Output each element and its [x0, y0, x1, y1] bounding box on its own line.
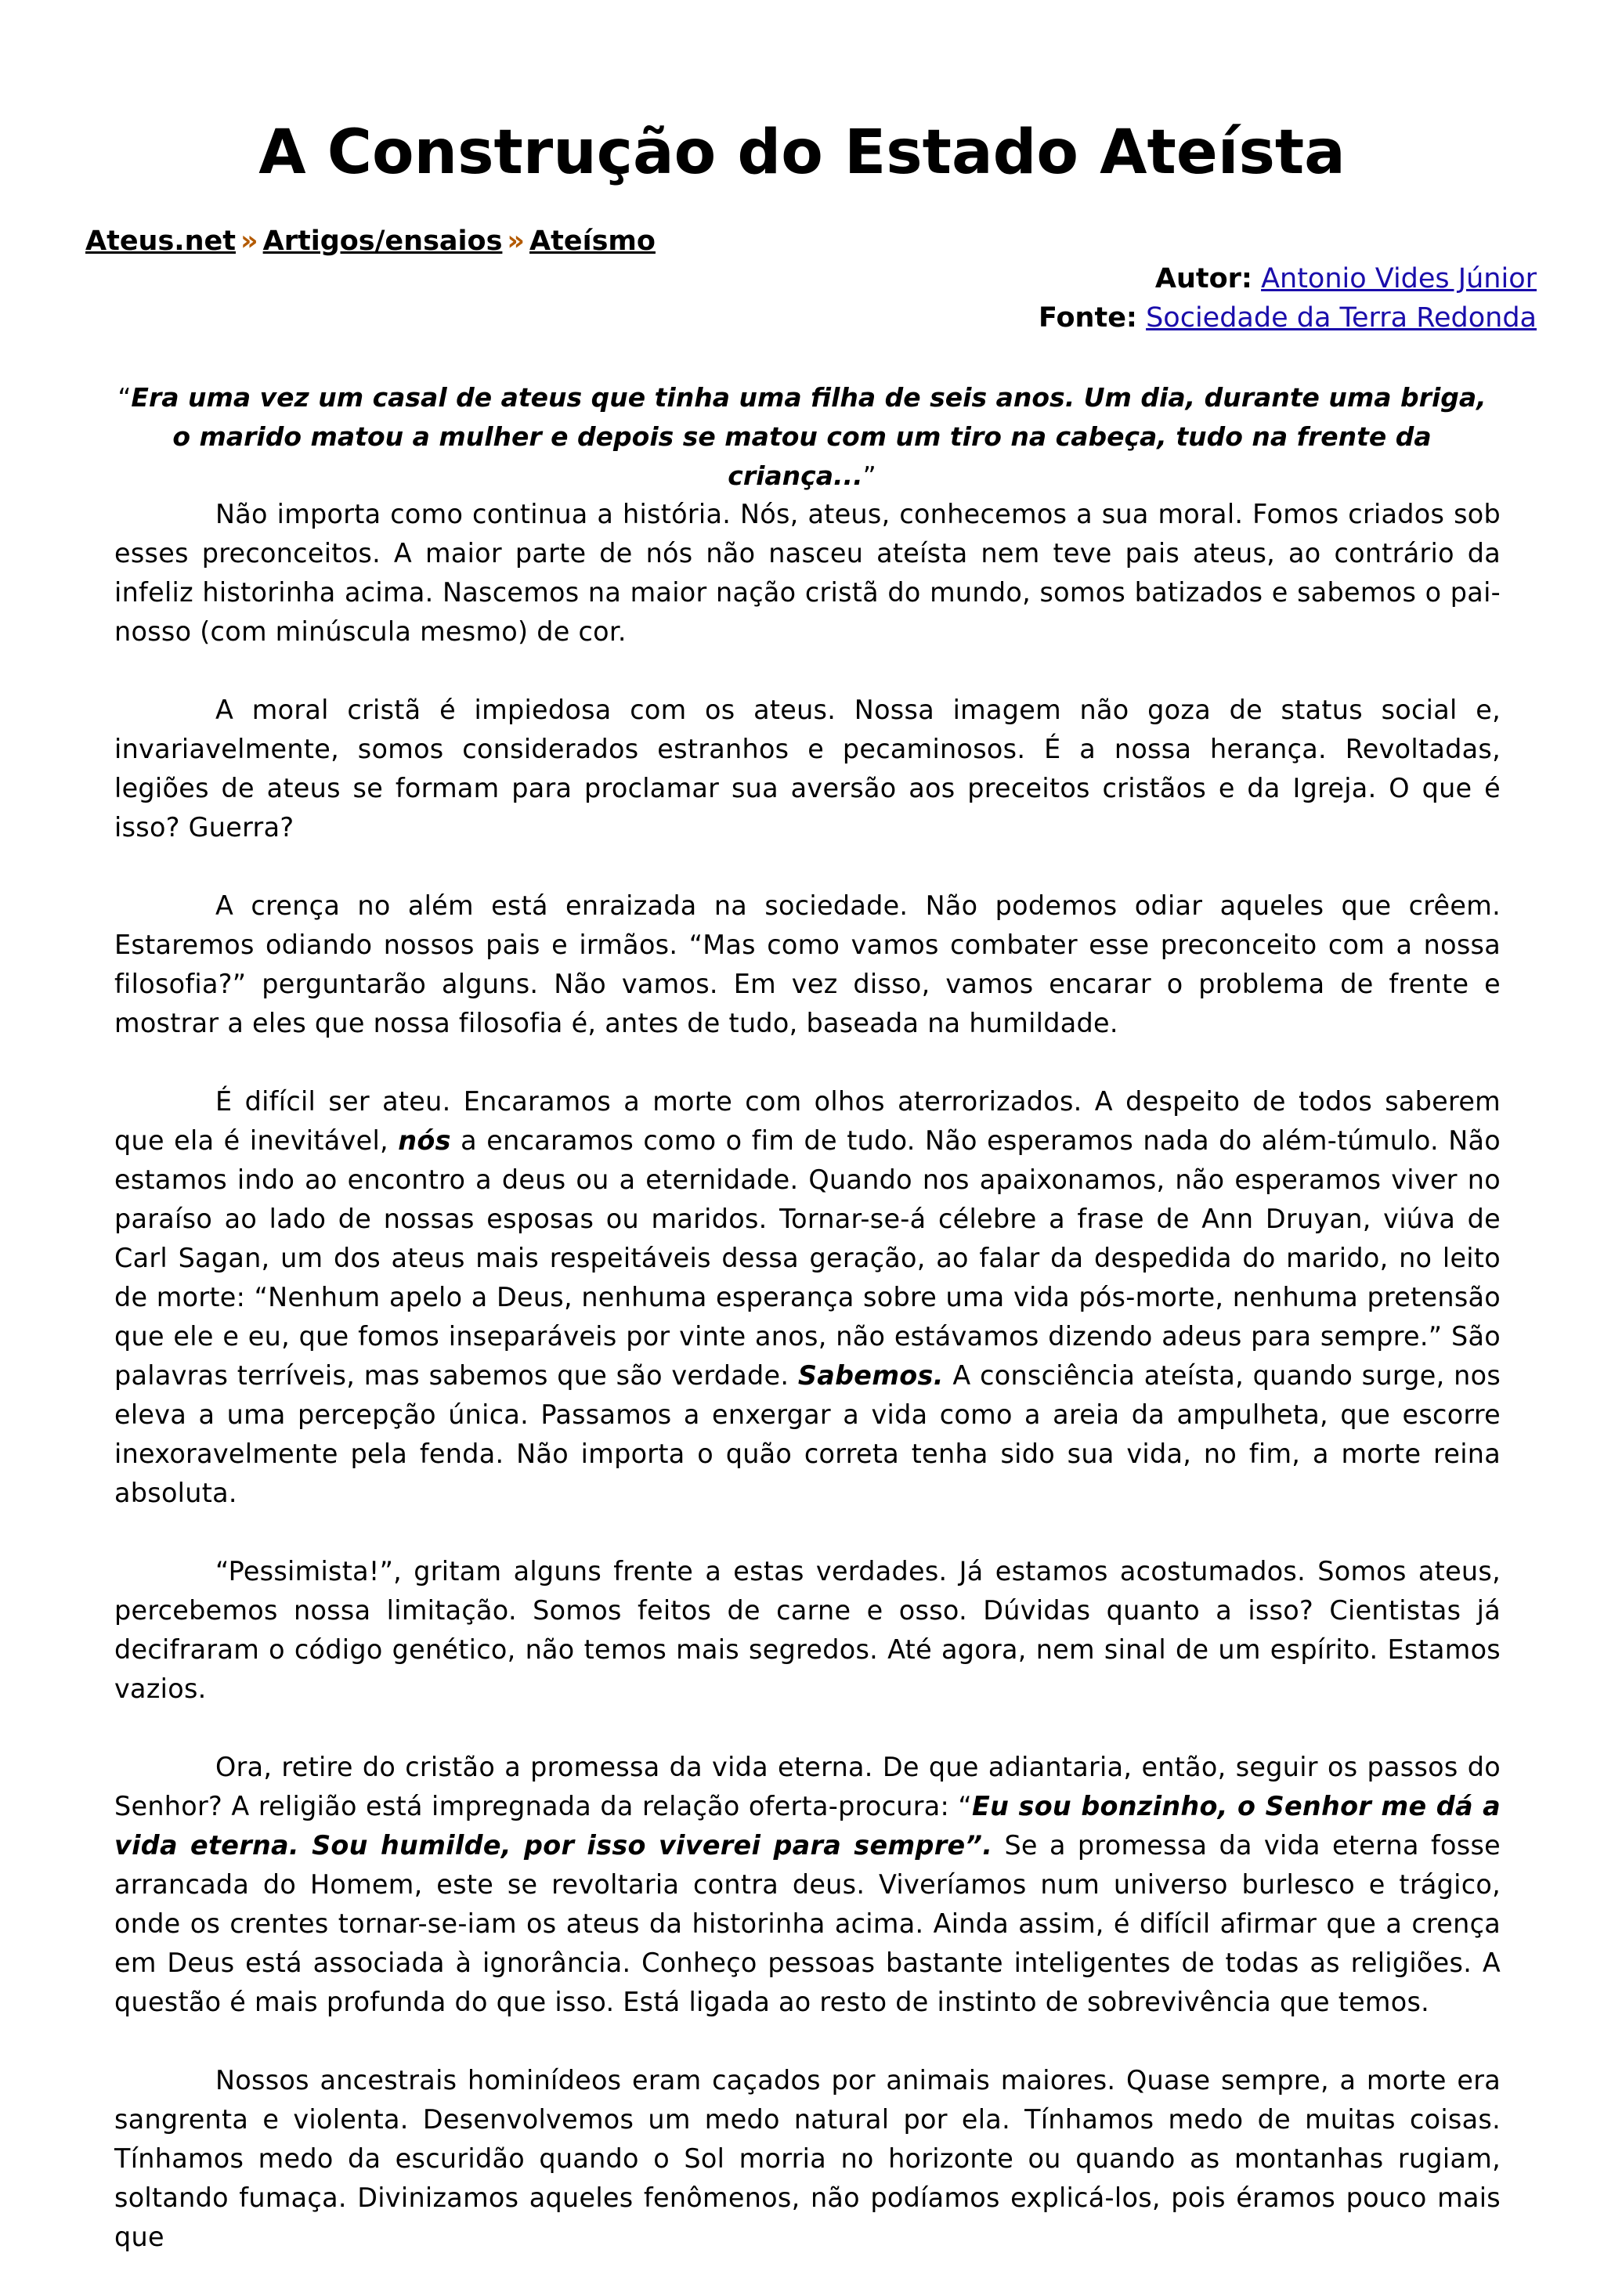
article-meta — [1039, 259, 1537, 338]
breadcrumb-link-ateismo[interactable]: Ateísmo — [529, 226, 656, 257]
article-body — [114, 495, 1501, 2296]
quote-open-mark: “ — [117, 382, 132, 413]
quote-close-mark: ” — [862, 460, 876, 491]
source-link[interactable]: Sociedade da Terra Redonda — [1146, 302, 1537, 334]
breadcrumb-separator: » — [507, 226, 526, 257]
opening-quote — [114, 378, 1490, 496]
source-label: Fonte: — [1039, 302, 1137, 334]
paragraph-4-part-a: É difícil ser ateu. Encaramos a morte com olhos aterrorizados. A despeito de todos saberem que ela é inevitável, — [114, 1086, 1501, 1156]
paragraph-2: A moral cristã é impiedosa com os ateus. Nossa imagem não goza de status social e, invariavelmente, somos considerados estranhos e pecaminosos. É a nossa herança. Revoltadas, legiões de ateus se formam para proclamar sua aversão aos preceitos cristãos e da Igreja. O que é isso? Guerra? — [114, 695, 1501, 843]
paragraph-3: A crença no além está enraizada na sociedade. Não podemos odiar aqueles que crêem. Estaremos odiando nossos pais e irmãos. “Mas como vamos combater esse preconceito com a nossa filosofia?” perguntarão alguns. Não vamos. Em vez disso, vamos encarar o problema de frente e mostrar a eles que nossa filosofia é, antes de tudo, baseada na humildade. — [114, 890, 1501, 1038]
breadcrumb-link-ateus-net[interactable]: Ateus.net — [85, 226, 236, 257]
paragraph-4-part-e: A consciência ateísta, quando surge, nos eleva a uma percepção única. Passamos a enxergar a vida como a areia da ampulheta, que escorre inexoravelmente pela fenda. Não importa o quão correta tenha sido sua vida, no fim, a morte reina absoluta. — [114, 1360, 1501, 1508]
paragraph-5: “Pessimista!”, gritam alguns frente a estas verdades. Já estamos acostumados. Somos ateus, percebemos nossa limitação. Somos feitos de carne e osso. Dúvidas quanto a isso? Cientistas já decifraram o código genético, não temos mais segredos. Até agora, nem sinal de um espírito. Estamos vazios. — [114, 1556, 1501, 1704]
paragraph-7: Nossos ancestrais hominídeos eram caçados por animais maiores. Quase sempre, a morte era sangrenta e violenta. Desenvolvemos um medo natural por ela. Tínhamos medo de muitas coisas. Tínhamos medo da escuridão quando o Sol morria no horizonte ou quando as montanhas rugiam, soltando fumaça. Divinizamos aqueles fenômenos, não podíamos explicá-los, pois éramos pouco mais que — [114, 2065, 1501, 2252]
paragraph-4-part-c: a encaramos como o fim de tudo. Não esperamos nada do além-túmulo. Não estamos indo ao encontro a deus ou a eternidade. Quando nos apaixonamos, não esperamos viver no paraíso ao lado de nossas esposas ou maridos. Tornar-se-á célebre a frase de Ann Druyan, viúva de Carl Sagan, um dos ateus mais respeitáveis dessa geração, ao falar da despedida do marido, no leito de morte: “Nenhum apelo a Deus, nenhuma esperança sobre uma vida pós-morte, nenhuma pretensão que ele e eu, que fomos inseparáveis por vinte anos, não estávamos dizendo adeus para sempre.” São palavras terríveis, mas sabemos que são verdade. — [114, 1125, 1501, 1391]
page-title: A Construção do Estado Ateísta — [258, 117, 1346, 188]
quote-line-2: o marido matou a mulher e depois se matou com um tiro na cabeça, tudo na frente da criança... — [172, 421, 1432, 491]
emphasis-quote: Eu sou bonzinho, o Senhor me dá a vida eterna. Sou humilde, por isso viverei para sempre — [114, 1791, 1501, 1861]
paragraph-6-part-d: Se a promessa da vida eterna fosse arrancada do Homem, este se revoltaria contra deus. Viveríamos num universo burlesco e trágico, onde os crentes tornar-se-iam os ateus da historinha acima. Ainda assim, é difícil afirmar que a crença em Deus está associada à ignorância. Conheço pessoas bastante inteligentes de todas as religiões. A questão é mais profunda do que isso. Está ligada ao resto de instinto de sobrevivência que temos. — [114, 1830, 1501, 2017]
breadcrumb-link-artigos-ensaios[interactable]: Artigos/ensaios — [262, 226, 503, 257]
emphasis-nos: nós — [398, 1125, 451, 1156]
paragraph-6 — [114, 1748, 1501, 2022]
paragraph-6-part-a: Ora, retire do cristão a promessa da vida eterna. De que adiantaria, então, seguir os passos do Senhor? A religião está impregnada da relação oferta-procura: “ — [114, 1752, 1501, 1821]
paragraph-1: Não importa como continua a história. Nós, ateus, conhecemos a sua moral. Fomos criados sob esses preconceitos. A maior parte de nós não nasceu ateísta nem teve pais ateus, ao contrário da infeliz historinha acima. Nascemos na maior nação cristã do mundo, somos batizados e sabemos o pai-nosso (com minúscula mesmo) de cor. — [114, 499, 1501, 647]
breadcrumb — [85, 222, 656, 261]
breadcrumb-separator: » — [240, 226, 258, 257]
quote-line-1: Era uma vez um casal de ateus que tinha uma filha de seis anos. Um dia, durante uma briga, — [131, 382, 1487, 413]
paragraph-4 — [114, 1082, 1501, 1513]
author-line — [1039, 259, 1537, 298]
emphasis-sabemos: Sabemos. — [797, 1360, 944, 1391]
author-link[interactable]: Antonio Vides Júnior — [1261, 263, 1537, 294]
author-label: Autor: — [1154, 263, 1252, 294]
emphasis-quote-close: ”. — [965, 1830, 993, 1861]
source-line — [1039, 298, 1537, 338]
